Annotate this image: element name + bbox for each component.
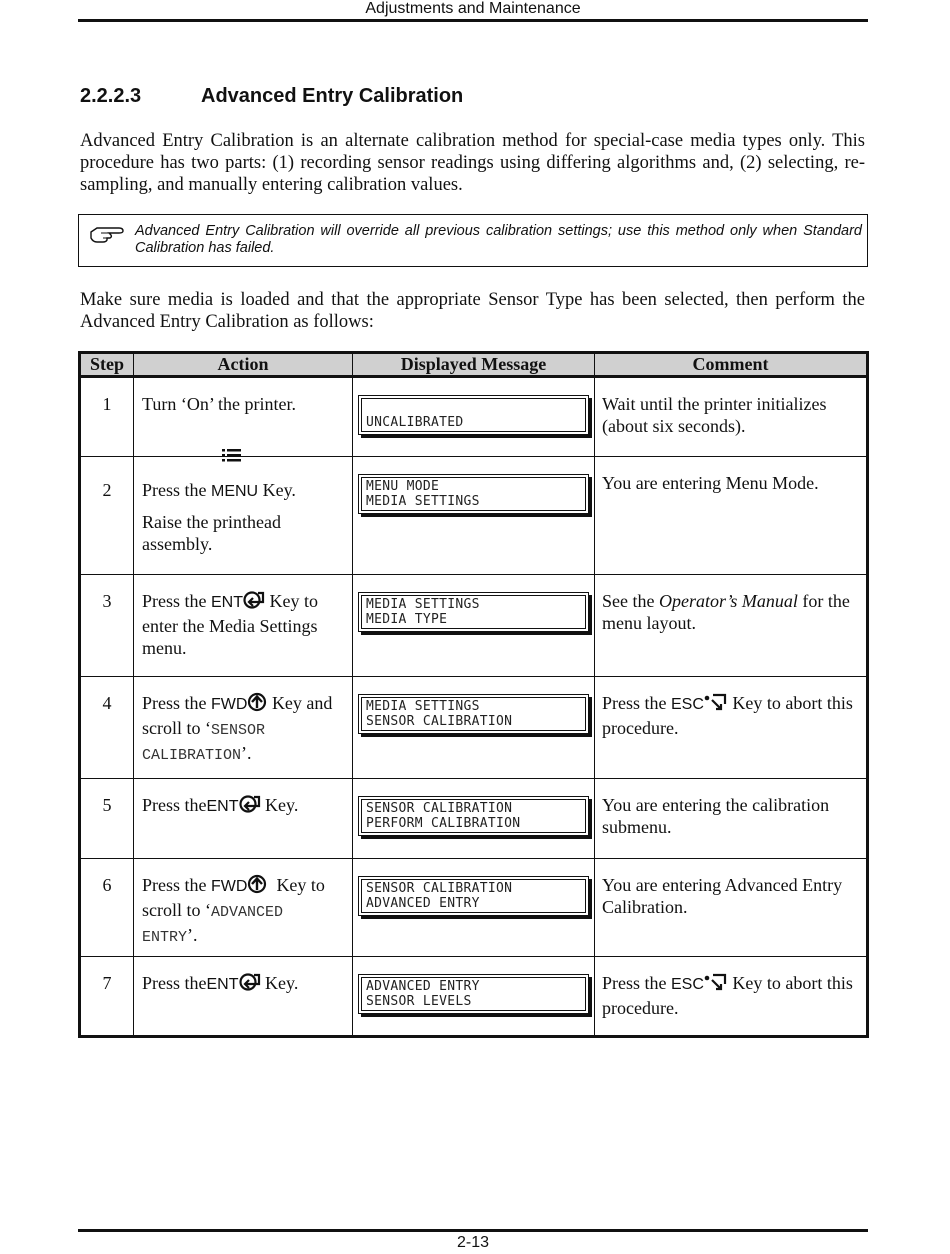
lcd-line-1: MENU MODE <box>366 479 440 494</box>
lcd-line-2: MEDIA SETTINGS <box>366 494 480 509</box>
lcd-line-1 <box>366 400 585 415</box>
pointing-hand-icon <box>89 224 127 251</box>
action-text-post: Key to scroll to ‘ <box>142 875 325 920</box>
esc-key-label: ESC <box>671 976 704 993</box>
ent-key-label: ENT <box>211 594 243 611</box>
lcd-line-1: MEDIA SETTINGS <box>366 699 480 714</box>
section-title: Advanced Entry Calibration <box>201 85 464 107</box>
note-text: Advanced Entry Calibration will override all previous calibration settings; use this method only when Standard Calibration has failed. <box>135 223 862 256</box>
table-row <box>80 457 868 575</box>
comment-cell <box>595 779 868 859</box>
fwd-key-label: FWD <box>211 878 248 895</box>
lcd-line-2: ADVANCED ENTRY <box>366 896 480 911</box>
action-text-post: Key. <box>265 795 299 815</box>
lcd-line-1: SENSOR CALIBRATION <box>366 881 513 896</box>
menu-key-label: MENU <box>211 483 259 500</box>
step-number: 7 <box>80 957 134 1037</box>
step-number: 5 <box>80 779 134 859</box>
lcd-line-1: MEDIA SETTINGS <box>366 597 480 612</box>
action-text-pre: Press the <box>142 973 207 993</box>
table-row <box>80 377 868 457</box>
comment-text: Wait until the printer initializes (about six seconds). <box>602 394 827 436</box>
header-title: Adjustments and Maintenance <box>365 0 581 17</box>
lcd-line-2: MEDIA TYPE <box>366 612 448 627</box>
lcd-display <box>358 974 589 1014</box>
table-row <box>80 779 868 859</box>
escape-arrow-icon <box>704 972 728 997</box>
comment-text-post: Key to abort this procedure. <box>602 973 853 1018</box>
comment-text: You are entering Advanced Entry Calibration. <box>602 875 843 917</box>
menu-list-icon <box>221 447 243 470</box>
lcd-display <box>358 592 589 632</box>
lcd-display <box>358 876 589 916</box>
action-text-pre: Press the <box>142 795 207 815</box>
note-box <box>78 214 868 267</box>
intro-paragraph: Advanced Entry Calibration is an alternate calibration method for special-case media types only. This procedure has two parts: (1) recording sensor readings using differing algorithms and, (2) selecting, re-sampling, and manually entering calibration values. <box>80 131 865 195</box>
ent-key-label: ENT <box>206 798 239 815</box>
section-number: 2.2.2.3 <box>80 85 142 107</box>
step-number: 4 <box>80 677 134 779</box>
manual-title: Operator’s Manual <box>658 591 798 611</box>
display-cell <box>353 957 595 1037</box>
action-cell <box>134 957 353 1037</box>
comment-text-pre: Press the <box>602 693 667 713</box>
step-number: 1 <box>80 377 134 457</box>
step-number: 6 <box>80 859 134 957</box>
action-subtext: Raise the printhead assembly. <box>142 512 281 554</box>
action-text-pre: Press the <box>142 693 207 713</box>
table-row <box>80 677 868 779</box>
action-cell <box>134 457 353 575</box>
comment-cell <box>595 575 868 677</box>
lcd-line-2: SENSOR LEVELS <box>366 994 472 1009</box>
comment-text-post: Key to abort this procedure. <box>602 693 853 738</box>
action-cell <box>134 677 353 779</box>
lcd-line-1: SENSOR CALIBRATION <box>366 801 513 816</box>
action-text-post: Key to enter the Media Settings menu. <box>142 591 318 658</box>
display-cell <box>353 677 595 779</box>
comment-text-pre: Press the <box>602 973 667 993</box>
lcd-display <box>358 395 589 435</box>
header-step: Step <box>80 353 134 377</box>
action-text: Turn ‘On’ the printer. <box>142 394 296 414</box>
comment-text: You are entering Menu Mode. <box>602 473 819 493</box>
lcd-line-2: PERFORM CALIBRATION <box>366 816 521 831</box>
header-display: Displayed Message <box>353 353 595 377</box>
running-header <box>78 0 868 22</box>
menu-key <box>211 479 258 503</box>
calibration-steps-table <box>78 351 869 1038</box>
display-cell <box>353 575 595 677</box>
comment-text-pre: See the <box>602 591 655 611</box>
table-row <box>80 957 868 1037</box>
action-text-pre: Press the <box>142 591 207 611</box>
lcd-line-1: ADVANCED ENTRY <box>366 979 480 994</box>
table-row <box>80 575 868 677</box>
action-cell <box>134 575 353 677</box>
action-cell <box>134 779 353 859</box>
display-cell <box>353 859 595 957</box>
comment-text-post: for the menu layout. <box>602 591 850 633</box>
lcd-display <box>358 796 589 836</box>
table-row <box>80 859 868 957</box>
action-text-post: Key. <box>265 973 299 993</box>
comment-cell <box>595 377 868 457</box>
comment-text: You are entering the calibration submenu. <box>602 795 830 837</box>
section-heading <box>80 85 870 108</box>
lcd-line-2: UNCALIBRATED <box>366 415 464 430</box>
header-comment: Comment <box>595 353 868 377</box>
esc-key-label: ESC <box>671 696 704 713</box>
lcd-display <box>358 694 589 734</box>
step-number: 3 <box>80 575 134 677</box>
lcd-display <box>358 474 589 514</box>
step-number: 2 <box>80 457 134 575</box>
lcd-line-2: SENSOR CALIBRATION <box>366 714 513 729</box>
action-text-pre: Press the <box>142 875 207 895</box>
comment-cell <box>595 457 868 575</box>
page-number: 2-13 <box>456 1234 490 1251</box>
header-action: Action <box>134 353 353 377</box>
action-text-post: Key and scroll to ‘ <box>142 693 333 738</box>
action-text-end: ’. <box>241 743 252 763</box>
action-text-end: ’. <box>187 925 198 945</box>
table-header-row <box>80 353 868 377</box>
comment-cell <box>595 677 868 779</box>
forward-arrow-icon <box>247 692 267 717</box>
ent-key-label: ENT <box>206 976 239 993</box>
enter-arrow-icon <box>239 794 261 819</box>
action-cell <box>134 377 353 457</box>
enter-arrow-icon <box>239 972 261 997</box>
comment-cell <box>595 859 868 957</box>
display-cell <box>353 779 595 859</box>
fwd-key-label: FWD <box>211 696 248 713</box>
comment-cell <box>595 957 868 1037</box>
enter-arrow-icon <box>243 590 265 615</box>
action-text-pre: Press the <box>142 480 207 500</box>
running-footer <box>78 1229 868 1252</box>
instructions-paragraph: Make sure media is loaded and that the appropriate Sensor Type has been selected, then perform the Advanced Entry Calibration as follows: <box>80 290 865 332</box>
escape-arrow-icon <box>704 692 728 717</box>
action-cell <box>134 859 353 957</box>
action-menu-option: ADVANCED ENTRY <box>142 904 284 946</box>
forward-arrow-icon <box>247 874 267 899</box>
display-cell <box>353 377 595 457</box>
action-menu-option: SENSOR CALIBRATION <box>142 722 266 764</box>
display-cell <box>353 457 595 575</box>
action-text-post: Key. <box>262 480 296 500</box>
